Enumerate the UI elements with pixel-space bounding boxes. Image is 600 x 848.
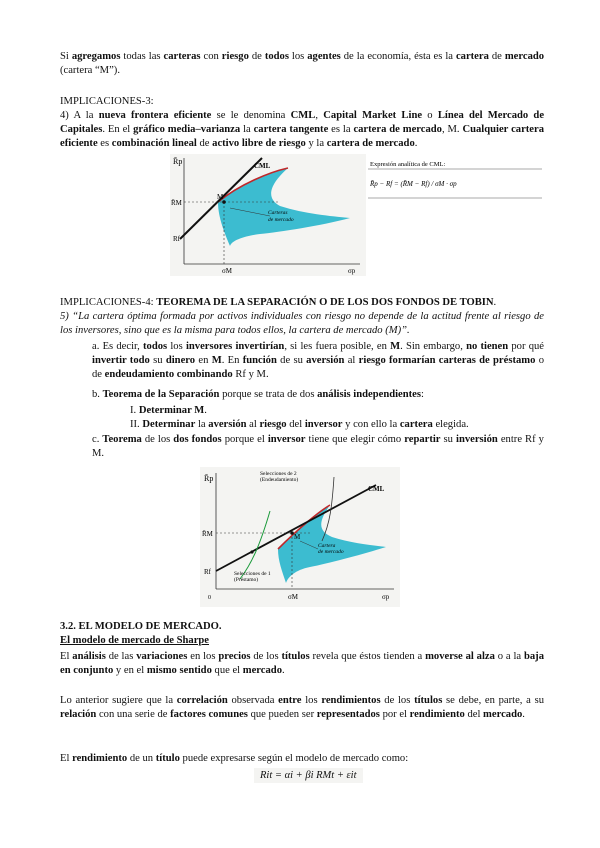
- para-sharpe-text-14: que el: [211, 665, 243, 677]
- item-a-text-10: su: [149, 355, 166, 367]
- fig2-investor2-label-2: (Endeudamiento): [260, 477, 299, 483]
- para-market-portfolio-bold-13: mercado: [504, 51, 545, 62]
- item-a-bold-5: M: [390, 341, 401, 352]
- impl4-theorem: TEOREMA DE LA SEPARACIÓN O DE LOS DOS FONDOS DE TOBIN: [156, 297, 494, 308]
- item-c-text-0: c.: [92, 434, 103, 445]
- fig2-region-label-2: de mercado: [318, 549, 344, 555]
- impl3-body-text-2: se le denomina: [211, 110, 291, 121]
- item-c-text-6: tiene que elegir cómo: [305, 434, 405, 445]
- para-sharpe-text-2: de las: [105, 651, 137, 662]
- item-b1-text-2: .: [204, 405, 207, 416]
- fig1-region-label-1: Carteras: [268, 210, 288, 216]
- fig1-box-title: Expresión analítica de CML:: [370, 161, 446, 168]
- subsection-title: El modelo de mercado de Sharpe: [60, 635, 209, 646]
- item-b-text-2: porque se trata de dos: [219, 389, 318, 400]
- para-correlation-bold-11: factores comunes: [170, 709, 248, 721]
- item-c-bold-3: dos fondos: [173, 434, 222, 445]
- para-market-portfolio-text-2: todas las: [120, 51, 164, 62]
- para-sharpe-text-10: o a la: [494, 651, 524, 662]
- para-correlation-text-14: por el: [379, 709, 410, 721]
- fig1-m-label: M: [217, 193, 224, 201]
- para-return-text-2: de un: [127, 753, 156, 764]
- para-return: [60, 752, 544, 766]
- fig2-rm-label: R̄M: [202, 530, 213, 538]
- para-return-text-0: El: [60, 753, 73, 764]
- impl3-body-bold-3: CML: [290, 110, 316, 121]
- para-correlation-text-18: .: [522, 709, 525, 721]
- item-b-bold-3: análisis independientes: [317, 389, 421, 400]
- item-b1-text-0: I.: [130, 405, 139, 416]
- para-correlation-text-10: con una serie de: [96, 709, 171, 721]
- impl3-body-text-20: y la: [305, 138, 327, 150]
- para-market-portfolio-text-12: de: [488, 51, 505, 62]
- fig1-box-formula: R̄p − Rf = (R̄M − Rf) / σM · σp: [370, 180, 457, 188]
- fig1-region-label-2: de mercado: [268, 217, 294, 223]
- impl3-body-bold-19: activo libre de riesgo: [212, 138, 306, 150]
- fig2-y-axis-label: R̄p: [204, 474, 214, 483]
- fig2-origin-label: 0: [208, 595, 211, 601]
- impl3-body-text-12: es la: [328, 124, 354, 136]
- impl4-title: IMPLICACIONES-4:: [60, 297, 157, 308]
- para-correlation-bold-7: títulos: [414, 695, 443, 706]
- impl3-body-bold-9: gráfico media–varianza: [133, 124, 241, 136]
- item-b2-text-2: la: [195, 419, 209, 430]
- para-market-portfolio-text-0: Si: [60, 51, 72, 62]
- para-market-portfolio-bold-5: riesgo: [221, 51, 249, 62]
- para-sharpe-text-0: El: [60, 651, 73, 662]
- impl4-end: .: [493, 297, 497, 308]
- para-market-portfolio-bold-1: agregamos: [71, 51, 121, 62]
- para-return-bold-3: título: [155, 753, 180, 764]
- item-b2-bold-5: riesgo: [259, 419, 287, 430]
- para-correlation-bold-13: representados: [316, 709, 380, 721]
- impl3-body-text-6: o: [422, 110, 438, 121]
- item-c-text-2: de los: [141, 434, 174, 445]
- para-market-portfolio-text-6: de: [248, 51, 265, 62]
- item-b2: [130, 418, 544, 432]
- item-c-bold-1: Teorema: [102, 434, 142, 445]
- fig2-investor2-label-1: Selecciones de 2: [260, 471, 297, 477]
- item-c-bold-5: inversor: [267, 434, 306, 445]
- impl3-body-text-0: 4) A la: [60, 110, 99, 121]
- item-a: [92, 340, 544, 383]
- item-a-text-20: o de: [92, 355, 544, 381]
- impl3-body-text-10: la: [240, 124, 254, 136]
- item-a-text-8: por qué: [508, 341, 545, 352]
- para-sharpe-bold-3: variaciones: [136, 651, 188, 662]
- fig2-cml-label: CML: [368, 485, 385, 493]
- fig2-rf-label: Rf: [204, 568, 211, 576]
- item-a-bold-7: no tienen: [466, 341, 509, 352]
- para-correlation-text-12: que pueden ser: [247, 709, 317, 721]
- item-b1-bold-1: Determinar M: [138, 405, 205, 416]
- para-correlation: [60, 694, 544, 722]
- section-title: 3.2. EL MODELO DE MERCADO.: [60, 621, 222, 632]
- fig1-rf-label: Rf: [173, 235, 180, 243]
- para-market-portfolio-text-4: con: [200, 51, 222, 62]
- para-market-portfolio-text-8: los: [288, 51, 308, 62]
- para-sharpe-text-12: y en el: [113, 665, 147, 677]
- para-correlation-text-6: de los: [380, 695, 415, 706]
- para-market-portfolio-text-10: de la economía, ésta es la: [340, 51, 456, 62]
- para-correlation-text-16: del: [464, 709, 484, 721]
- para-correlation-text-4: los: [301, 695, 322, 706]
- item-a-bold-17: aversión: [306, 355, 345, 367]
- item-c: [92, 433, 544, 461]
- para-return-text-4: puede expresarse según el modelo de mercado como:: [179, 753, 409, 764]
- item-b2-bold-7: inversor: [304, 419, 343, 430]
- para-correlation-bold-5: rendimientos: [321, 695, 381, 706]
- para-sharpe-text-4: en los: [187, 651, 219, 662]
- para-sharpe-bold-7: títulos: [281, 651, 310, 662]
- para-sharpe-bold-1: análisis: [72, 651, 106, 662]
- fig2-sigma-m-label: σM: [288, 593, 298, 601]
- fig1-cml-label: CML: [254, 162, 271, 170]
- impl3-body-text-18: de: [196, 138, 213, 150]
- item-a-bold-21: endeudamiento combinando: [104, 369, 233, 381]
- para-market-portfolio-bold-11: cartera: [455, 51, 489, 62]
- impl3-body-bold-17: combinación lineal: [111, 138, 197, 150]
- item-c-text-4: porque el: [221, 434, 268, 445]
- item-a-text-14: . En: [221, 355, 243, 367]
- para-sharpe: [60, 650, 544, 678]
- para-market-portfolio-bold-7: todos: [264, 51, 289, 62]
- item-b-text-4: :: [421, 389, 424, 400]
- fig1-sigma-m-label: σM: [222, 267, 232, 275]
- impl3-body-text-8: . En el: [102, 124, 134, 136]
- impl3-body-bold-7: Línea del Mercado de Capitales: [60, 110, 545, 136]
- item-b2-bold-9: cartera: [399, 419, 433, 430]
- cml-figure: [170, 154, 544, 276]
- para-market-portfolio-bold-9: agentes: [307, 51, 341, 62]
- item-c-text-10: entre Rf y M.: [92, 434, 544, 460]
- item-a-text-18: al: [344, 355, 359, 367]
- para-correlation-bold-1: correlación: [176, 695, 228, 706]
- impl3-body-text-14: , M.: [441, 124, 463, 136]
- impl3-body-text-4: ,: [315, 110, 324, 121]
- item-c-text-8: su: [440, 434, 457, 445]
- impl3-body-bold-15: Cualquier cartera eficiente: [60, 124, 545, 150]
- para-sharpe-bold-5: precios: [218, 651, 251, 662]
- item-b2-text-10: elegida.: [432, 419, 469, 430]
- item-a-bold-1: todos: [143, 341, 168, 352]
- market-model-formula: Rit = αi + βi RMt + εit: [254, 768, 363, 783]
- impl3-title: IMPLICACIONES-3:: [60, 96, 154, 107]
- para-sharpe-text-8: revela que éstos tienden a: [309, 651, 426, 662]
- impl3-body-bold-5: Capital Market Line: [323, 110, 423, 121]
- item-a-bold-19: riesgo formarían carteras de préstamo: [358, 355, 536, 367]
- para-sharpe-bold-15: mercado: [242, 665, 282, 677]
- item-a-bold-9: invertir todo: [92, 355, 150, 367]
- fig2-investor1-label-2: (Préstamo): [234, 577, 259, 583]
- item-c-bold-9: inversión: [456, 434, 498, 445]
- impl3-body-text-16: es: [97, 138, 112, 150]
- fig1-rm-label: R̄M: [171, 199, 182, 207]
- para-correlation-bold-15: rendimiento: [409, 709, 465, 721]
- item-a-bold-15: función: [242, 355, 277, 367]
- para-correlation-text-0: Lo anterior sugiere que la: [60, 695, 177, 706]
- impl3-body-bold-1: nueva frontera eficiente: [98, 110, 212, 121]
- para-sharpe-text-6: de los: [250, 651, 282, 662]
- item-b2-bold-1: Determinar: [142, 419, 196, 430]
- fig2-investor1-label-1: Selecciones de 1: [234, 571, 271, 577]
- para-sharpe-text-16: .: [282, 665, 285, 677]
- item-b1: [130, 404, 544, 418]
- para-market-portfolio-text-14: (cartera “M”).: [60, 65, 120, 77]
- item-a-text-12: en: [195, 355, 212, 367]
- para-sharpe-bold-13: mismo sentido: [146, 665, 212, 677]
- impl3-body-bold-13: cartera de mercado: [353, 124, 442, 136]
- fig1-y-axis-label: R̄p: [173, 157, 183, 166]
- impl3-body-bold-21: cartera de mercado: [326, 138, 415, 150]
- para-sharpe-bold-9: moverse al alza: [425, 651, 495, 662]
- item-a-text-22: Rf y M.: [232, 369, 269, 381]
- para-return-bold-1: rendimiento: [72, 753, 128, 764]
- para-correlation-text-2: observada: [227, 695, 279, 706]
- fig1-sigma-p-label: σp: [348, 267, 356, 275]
- item-c-bold-7: repartir: [404, 434, 441, 445]
- item-b-bold-1: Teorema de la Separación: [102, 389, 220, 400]
- item-b-text-0: b.: [92, 389, 103, 400]
- para-market-portfolio-bold-3: carteras: [163, 51, 201, 62]
- item-b2-text-4: al: [246, 419, 260, 430]
- fig2-m-label: M: [294, 533, 301, 541]
- item-a-bold-3: inversores invertirían: [185, 341, 285, 352]
- para-correlation-bold-3: entre: [278, 695, 302, 706]
- impl3-body-bold-11: cartera tangente: [253, 124, 329, 136]
- impl4-heading: [60, 296, 544, 310]
- item-a-bold-13: M: [211, 355, 222, 367]
- para-correlation-bold-9: relación: [60, 709, 97, 721]
- impl4-quote: 5) “La cartera óptima formada por activos individuales con riesgo no depende de la actitud frente al riesgo de los inversores, sino que es la misma para todos ellos, la cartera de mercado (M)”.: [60, 311, 544, 337]
- item-a-text-4: , si les fuera posible, en: [284, 341, 391, 352]
- item-b2-text-6: del: [286, 419, 305, 430]
- item-a-text-0: a. Es decir,: [92, 341, 143, 352]
- item-b: [92, 388, 544, 402]
- item-a-text-6: . Sin embargo,: [400, 341, 467, 352]
- item-a-text-2: los: [167, 341, 186, 352]
- item-b2-text-0: II.: [130, 419, 143, 430]
- separation-figure: [200, 467, 400, 607]
- item-b2-bold-3: aversión: [208, 419, 247, 430]
- item-a-text-16: de su: [276, 355, 307, 367]
- para-correlation-text-8: se debe, en parte, a su: [442, 695, 545, 706]
- para-correlation-bold-17: mercado: [483, 709, 523, 721]
- fig2-region-label-1: Cartera: [318, 543, 336, 549]
- para-market-portfolio: [60, 50, 544, 78]
- impl3-body-text-22: .: [414, 138, 418, 150]
- fig2-x-axis-label: σp: [382, 593, 390, 601]
- impl3-body: [60, 109, 544, 152]
- item-b2-text-8: y con ello la: [342, 419, 400, 430]
- para-sharpe-bold-11: baja en conjunto: [60, 651, 544, 677]
- item-a-bold-11: dinero: [165, 355, 196, 367]
